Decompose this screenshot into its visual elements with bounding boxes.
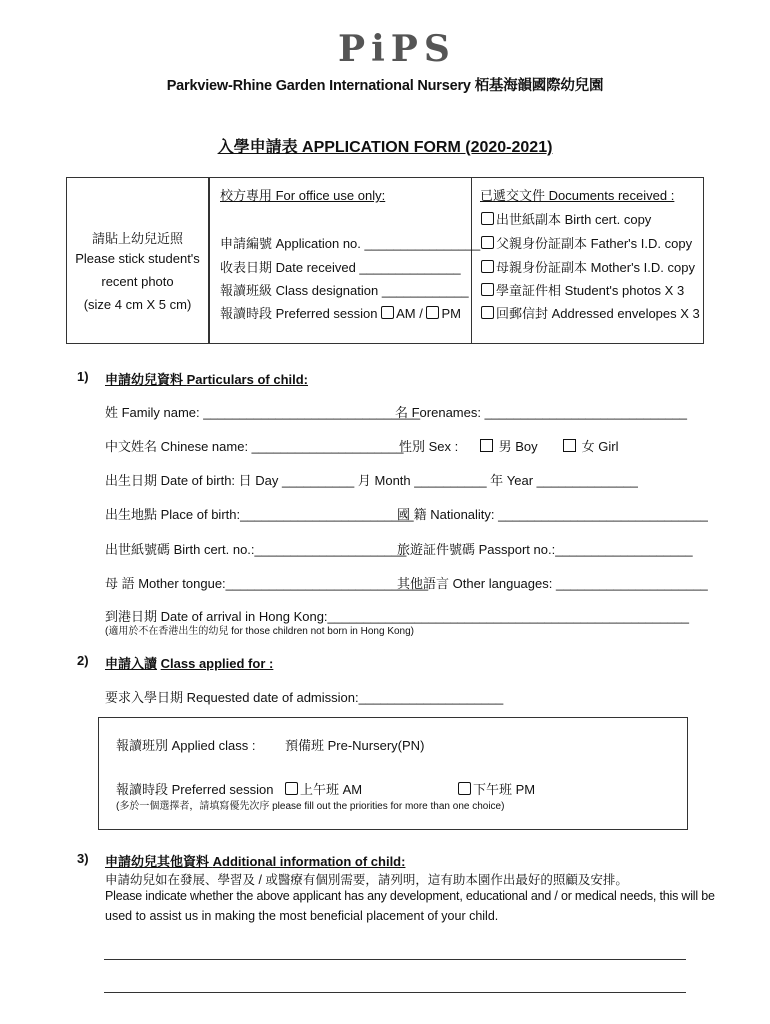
pm-checkbox[interactable] [458, 782, 471, 795]
class-designation-field[interactable]: 報讀班級 Class designation ____________ [220, 283, 469, 298]
doc-item-envelopes [481, 303, 700, 322]
section2-title [105, 653, 273, 672]
form-title: 入學申請表 APPLICATION FORM (2020-2021) [217, 139, 553, 156]
section2-title-zh: 申請入讀 [105, 656, 158, 671]
doc-checkbox[interactable] [481, 283, 494, 296]
doc-item-birth-cert [481, 209, 651, 228]
date-received-field[interactable]: 收表日期 Date received ______________ [220, 260, 461, 275]
section2-title-en: Class applied for : [160, 656, 274, 671]
office-use-title: 校方專用 For office use only: [220, 188, 386, 203]
sex-girl-option [563, 436, 618, 455]
doc-checkbox[interactable] [481, 260, 494, 273]
session-am-option [285, 779, 362, 798]
doc-label: 母親身份証副本 Mother's I.D. copy [496, 260, 695, 275]
office-box-divider [471, 177, 472, 344]
preferred-session-label: 報讀時段 Preferred session [116, 782, 274, 797]
school-logo: PiPS [338, 28, 456, 70]
applied-class-value: 預備班 Pre-Nursery(PN) [285, 738, 425, 753]
section3-text-en-1: Please indicate whether the above applicant has any development, educational and / or medical needs, this will be [105, 889, 715, 903]
session-pm-option [458, 779, 535, 798]
arrival-date-field[interactable]: 到港日期 Date of arrival in Hong Kong:__________________________________________________ [105, 609, 690, 624]
section1-title-en: Particulars of child: [186, 372, 309, 387]
answer-line-1[interactable] [104, 959, 686, 960]
section3-text-en-2: used to assist us in making the most beneficial placement of your child. [105, 909, 499, 923]
arrival-note: (適用於不在香港出生的幼兒 for those children not born in Hong Kong) [105, 626, 414, 637]
doc-label: 學童証件相 Student's photos X 3 [496, 283, 685, 298]
office-pm-label: PM [441, 306, 461, 321]
doc-item-father-id [481, 233, 692, 252]
am-checkbox[interactable] [285, 782, 298, 795]
pm-label: 下午班 PM [473, 782, 536, 797]
section3-number: 3) [77, 851, 89, 866]
class-applied-box [98, 717, 688, 830]
am-label: 上午班 AM [300, 782, 363, 797]
answer-line-2[interactable] [104, 992, 686, 993]
section1-title-zh: 申請幼兒資料 [105, 372, 184, 387]
section3-text-zh: 申請幼兒如在發展、學習及 / 或醫療有個別需要，請列明，這有助本園作出最好的照顧及安排。 [105, 873, 628, 887]
documents-title: 已遞交文件 Documents received : [480, 188, 675, 203]
doc-checkbox[interactable] [481, 306, 494, 319]
photo-box-line-zh: 請貼上幼兒近照 [91, 231, 183, 246]
doc-checkbox[interactable] [481, 236, 494, 249]
boy-label: 男 Boy [498, 439, 538, 454]
nationality-field[interactable]: 國 籍 Nationality: _____________________________ [397, 507, 708, 522]
girl-checkbox[interactable] [563, 439, 576, 452]
sex-boy-option [480, 436, 538, 455]
doc-item-mother-id [481, 257, 695, 276]
section2-number: 2) [77, 653, 89, 668]
family-name-field[interactable]: 姓 Family name: ______________________________ [105, 405, 421, 420]
doc-label: 父親身份証副本 Father's I.D. copy [496, 236, 693, 251]
office-am-checkbox[interactable] [381, 306, 394, 319]
office-session-label: 報讀時段 Preferred session [220, 306, 378, 321]
school-name: Parkview-Rhine Garden International Nursery 栢基海韻國際幼兒園 [166, 78, 604, 94]
chinese-name-field[interactable]: 中文姓名 Chinese name: _____________________ [105, 439, 404, 454]
passport-no-field[interactable]: 旅遊証件號碼 Passport no.:___________________ [397, 542, 693, 557]
requested-admission-date-field[interactable]: 要求入學日期 Requested date of admission:____________________ [105, 690, 504, 705]
office-preferred-session [220, 303, 461, 322]
office-pm-checkbox[interactable] [426, 306, 439, 319]
doc-item-photos [481, 280, 684, 299]
doc-checkbox[interactable] [481, 212, 494, 225]
doc-label: 出世紙副本 Birth cert. copy [496, 212, 652, 227]
girl-label: 女 Girl [581, 439, 619, 454]
other-languages-field[interactable]: 其他語言 Other languages: _____________________ [397, 576, 708, 591]
sex-label: 性別 Sex : [399, 439, 459, 454]
date-of-birth-field[interactable]: 出生日期 Date of birth: 日 Day __________ 月 Month __________ 年 Year ______________ [105, 473, 638, 488]
section1-title [105, 369, 308, 388]
section3-title-en: Additional information of child: [212, 854, 406, 869]
applied-class-label: 報讀班別 Applied class : [116, 738, 256, 753]
office-am-label: AM / [396, 306, 423, 321]
session-priority-note: (多於一個選擇者，請填寫優先次序 please fill out the priorities for more than one choice) [116, 801, 505, 812]
section1-number: 1) [77, 369, 89, 384]
photo-box-line-2: Please stick student's [75, 251, 200, 266]
place-of-birth-field[interactable]: 出生地點 Place of birth:________________________ [105, 507, 414, 522]
boy-checkbox[interactable] [480, 439, 493, 452]
birth-cert-no-field[interactable]: 出世紙號碼 Birth cert. no.:_____________________ [105, 542, 407, 557]
doc-label: 回郵信封 Addressed envelopes X 3 [496, 306, 700, 321]
section3-title-zh: 申請幼兒其他資料 [105, 854, 210, 869]
forenames-field[interactable]: 名 Forenames: ____________________________ [395, 405, 688, 420]
mother-tongue-field[interactable]: 母 語 Mother tongue:____________________________ [105, 576, 429, 591]
photo-box-line-3: recent photo [101, 274, 174, 289]
application-no-field[interactable]: 申請編號 Application no. ________________ [220, 236, 481, 251]
photo-box-line-4: (size 4 cm X 5 cm) [83, 297, 192, 312]
photo-box [66, 177, 209, 344]
section3-title [105, 851, 405, 870]
